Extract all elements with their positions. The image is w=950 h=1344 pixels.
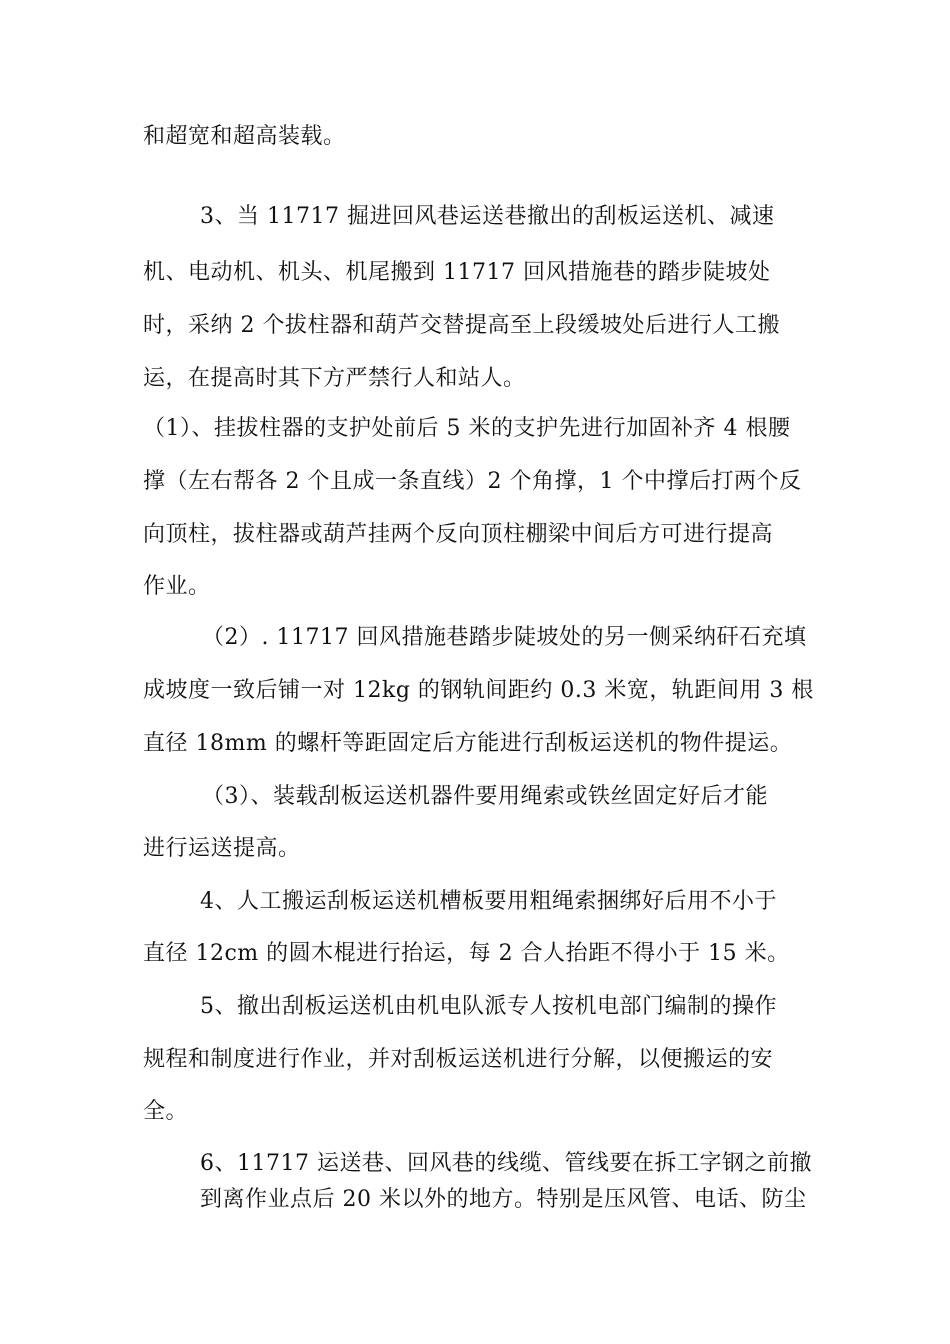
text-line: 成坡度一致后铺一对 12kg 的钢轨间距约 0.3 米宽，轨距间用 3 根: [143, 678, 814, 703]
text-line: （1）、挂拔柱器的支护处前后 5 米的支护先进行加固补齐 4 根腰: [143, 416, 791, 441]
text-line: 时，采纳 2 个拔柱器和葫芦交替提高至上段缓坡处后进行人工搬: [143, 313, 780, 338]
text-line: 直径 12cm 的圆木棍进行抬运，每 2 合人抬距不得小于 15 米。: [143, 941, 790, 966]
text-line: 向顶柱，拔柱器或葫芦挂两个反向顶柱棚梁中间后方可进行提高: [143, 522, 774, 547]
text-line: 3、当 11717 掘进回风巷运送巷撤出的刮板运送机、减速: [200, 204, 775, 229]
text-line: 运，在提高时其下方严禁行人和站人。: [143, 366, 526, 391]
text-line: 撑（左右帮各 2 个且成一条直线）2 个角撑，1 个中撑后打两个反: [143, 469, 802, 494]
text-line: 全。: [143, 1099, 189, 1124]
text-line: 直径 18mm 的螺杆等距固定后方能进行刮板运送机的物件提运。: [143, 731, 793, 756]
text-line: 作业。: [143, 574, 211, 599]
text-line: 机、电动机、机头、机尾搬到 11717 回风措施巷的踏步陡坡处: [143, 260, 771, 285]
text-line: 规程和制度进行作业，并对刮板运送机进行分解，以便搬运的安: [143, 1047, 774, 1072]
text-line: 6、11717 运送巷、回风巷的线缆、管线要在拆工字钢之前撤: [200, 1151, 812, 1176]
text-line: 4、人工搬运刮板运送机槽板要用粗绳索捆绑好后用不小于: [200, 889, 777, 914]
text-line: 到离作业点后 20 米以外的地方。特别是压风管、电话、防尘: [200, 1187, 807, 1212]
text-line: 和超宽和超高装载。: [143, 124, 346, 149]
text-line: （2）. 11717 回风措施巷踏步陡坡处的另一侧采纳矸石充填: [202, 625, 807, 650]
text-line: 进行运送提高。: [143, 836, 301, 861]
text-line: （3）、装载刮板运送机器件要用绳索或铁丝固定好后才能: [202, 784, 768, 809]
text-line: 5、撤出刮板运送机由机电队派专人按机电部门编制的操作: [200, 994, 777, 1019]
